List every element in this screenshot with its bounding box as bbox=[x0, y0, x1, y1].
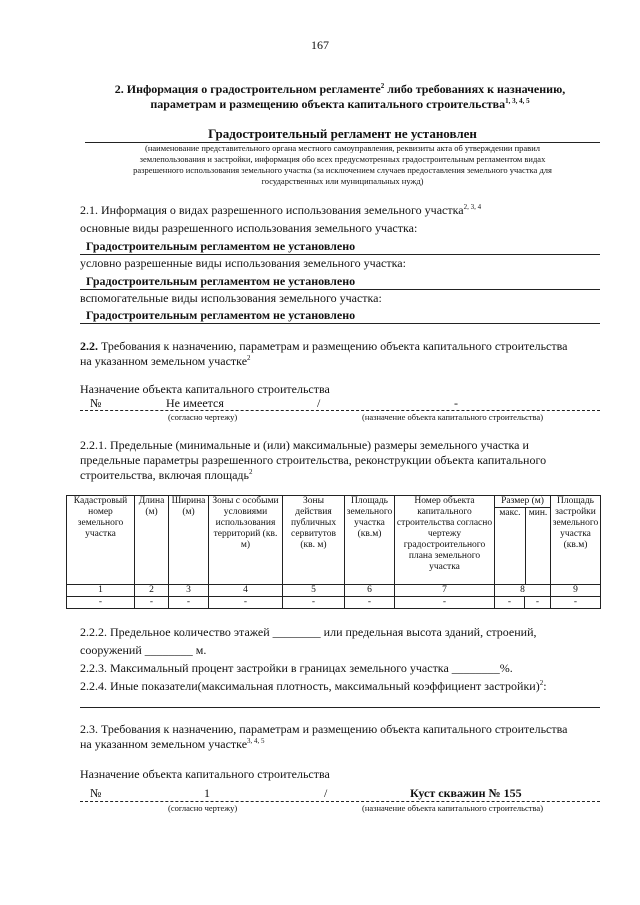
table-cell: 2 bbox=[135, 585, 169, 597]
table-cell: - bbox=[209, 597, 283, 609]
section2-title-line1: 2. Информация о градостроительном регламенте$^2$ либо требованиях к назначению, bbox=[114, 82, 566, 96]
regulation-status: Градостроительный регламент не установлен bbox=[208, 126, 477, 141]
s22-purpose-label: Назначение объекта капитального строительства bbox=[80, 382, 330, 396]
table-cell: 6 bbox=[345, 585, 395, 597]
regulation-caption-4: государственных или муниципальных нужд) bbox=[261, 176, 424, 186]
table-cell: 3 bbox=[169, 585, 209, 597]
s23-title-line1: 2.3. Требования к назначению, параметрам и размещению объекта капитального строительства bbox=[80, 722, 568, 736]
s221-line1: 2.2.1. Предельные (минимальные и (или) максимальные) размеры земельного участка и bbox=[80, 438, 529, 452]
col-header: Размер (м) bbox=[495, 496, 550, 508]
regulation-caption-3: разрешенного использования земельного участка (за исключением случаев предоставления земельного участка для bbox=[133, 165, 552, 175]
regulation-caption-2: землепользования и застройки, информация обо всех предусмотренных градостроительным регламентом видах bbox=[139, 154, 546, 164]
divider bbox=[80, 289, 600, 290]
table-cell: - bbox=[551, 597, 601, 609]
s22-title-line1: 2.2. Требования к назначению, параметрам и размещению объекта капитального строительства bbox=[80, 339, 568, 353]
table-header-row bbox=[67, 496, 601, 585]
s23-no-label: № bbox=[90, 786, 102, 800]
size-header bbox=[495, 496, 551, 585]
s23-caption-right: (назначение объекта капитального строительства) bbox=[362, 803, 544, 813]
table-row bbox=[67, 585, 601, 597]
s21-cond-value: Градостроительным регламентом не установлено bbox=[86, 274, 356, 288]
s221-line3: строительства, включая площадь$^2$ bbox=[80, 468, 253, 482]
s23-name-value: Куст скважин № 155 bbox=[410, 786, 522, 800]
s223: 2.2.3. Максимальный процент застройки в границах земельного участка ________%. bbox=[80, 661, 513, 675]
col-header: Зоны действия публичных сервитутов (кв. м) bbox=[283, 496, 345, 585]
col-header: Номер объекта капитального строительства согласно чертежу градостроительного плана земельного участка bbox=[395, 496, 495, 585]
section2-title-line2: параметрам и размещению объекта капитального строительства$^{1, 3, 4, 5}$ bbox=[150, 97, 530, 111]
table-cell: - bbox=[525, 597, 551, 609]
s22-no-value: Не имеется bbox=[166, 396, 224, 410]
s21-aux-label: вспомогательные виды использования земельного участка: bbox=[80, 291, 382, 305]
col-subheader: мин. bbox=[528, 508, 548, 518]
s22-no-label: № bbox=[90, 396, 102, 410]
table-cell: - bbox=[345, 597, 395, 609]
s222-line1: 2.2.2. Предельное количество этажей ________ или предельная высота зданий, строений, bbox=[80, 625, 537, 639]
s22-title-line2: на указанном земельном участке$^2$ bbox=[80, 354, 251, 368]
s22-caption-left: (согласно чертежу) bbox=[168, 412, 238, 422]
s22-slash: / bbox=[317, 396, 321, 410]
parameters-table bbox=[66, 495, 601, 609]
table-cell: 7 bbox=[395, 585, 495, 597]
table-cell: - bbox=[67, 597, 135, 609]
s23-caption-left: (согласно чертежу) bbox=[168, 803, 238, 813]
s23-slash: / bbox=[324, 786, 328, 800]
s23-title-line2: на указанном земельном участке$^{3, 4, 5}$ bbox=[80, 737, 265, 751]
col-header: Зоны с особыми условиями использования территорий (кв. м) bbox=[209, 496, 283, 585]
divider bbox=[80, 410, 600, 411]
table-cell: 9 bbox=[551, 585, 601, 597]
table-cell: - bbox=[395, 597, 495, 609]
s221-line2: предельные параметры разрешенного строительства, реконструкции объекта капитального bbox=[80, 453, 547, 467]
table-cell: - bbox=[495, 597, 525, 609]
col-header: Площадь земельного участка (кв.м) bbox=[345, 496, 395, 585]
table-cell: - bbox=[169, 597, 209, 609]
col-header: Длина (м) bbox=[135, 496, 169, 585]
regulation-caption-1: (наименование представительного органа местного самоуправления, реквизиты акта об утверждении правил bbox=[145, 143, 540, 153]
s23-purpose-label: Назначение объекта капитального строительства bbox=[80, 767, 330, 781]
col-header: Ширина (м) bbox=[169, 496, 209, 585]
s21-title: 2.1. Информация о видах разрешенного использования земельного участка$^{2, 3, 4}$ bbox=[80, 203, 482, 217]
s21-main-label: основные виды разрешенного использования земельного участка: bbox=[80, 221, 418, 235]
s21-cond-label: условно разрешенные виды использования земельного участка: bbox=[80, 256, 406, 270]
table-row bbox=[67, 597, 601, 609]
divider bbox=[80, 707, 600, 708]
divider bbox=[80, 323, 600, 324]
page-number: 167 bbox=[311, 38, 329, 52]
s21-main-value: Градостроительным регламентом не установлено bbox=[86, 239, 356, 253]
col-header: Площадь застройки земельного участка (кв.м) bbox=[551, 496, 601, 585]
s23-no-value: 1 bbox=[204, 786, 210, 800]
s22-name-value: - bbox=[454, 396, 458, 410]
table-cell: - bbox=[135, 597, 169, 609]
col-header: Кадастровый номер земельного участка bbox=[67, 496, 135, 585]
s222-line2: сооружений ________ м. bbox=[80, 643, 207, 657]
table-cell: 4 bbox=[209, 585, 283, 597]
s224: 2.2.4. Иные показатели(максимальная плотность, максимальный коэффициент застройки)$^2$: bbox=[80, 679, 547, 693]
divider bbox=[80, 254, 600, 255]
s21-aux-value: Градостроительным регламентом не установлено bbox=[86, 308, 356, 322]
table-cell: 1 bbox=[67, 585, 135, 597]
table-cell: 5 bbox=[283, 585, 345, 597]
col-subheader: макс. bbox=[495, 508, 526, 584]
divider bbox=[80, 801, 600, 802]
s22-caption-right: (назначение объекта капитального строительства) bbox=[362, 412, 544, 422]
table-cell: 8 bbox=[495, 585, 551, 597]
table-cell: - bbox=[283, 597, 345, 609]
